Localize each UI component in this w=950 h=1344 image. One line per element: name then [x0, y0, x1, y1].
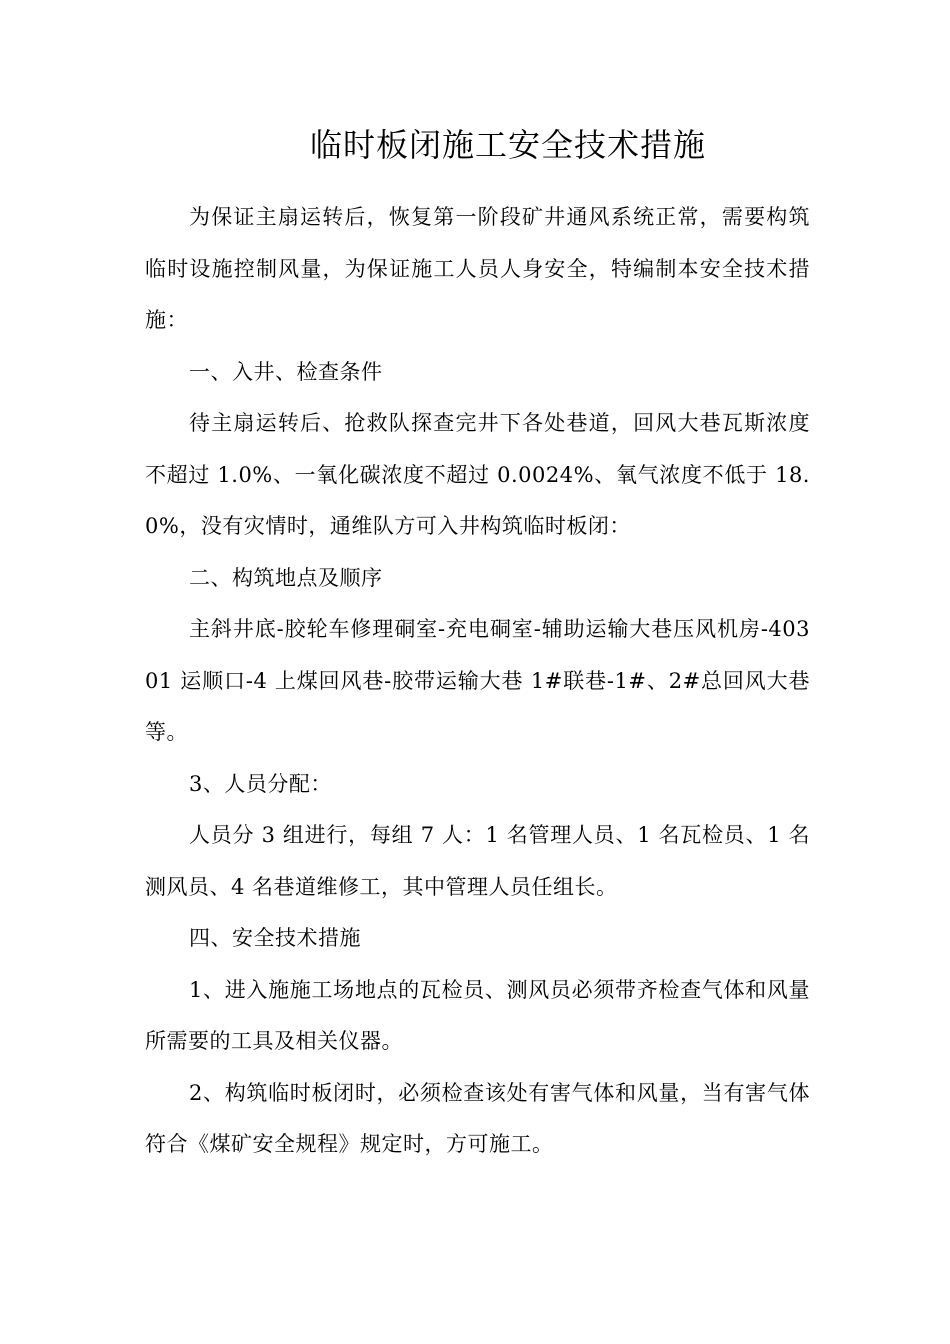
section-1-paragraph-1: 待主扇运转后、抢救队探查完井下各处巷道，回风大巷瓦斯浓度不超过 1.0%、一氧化碳浓度不超过 0.0024%、氧气浓度不低于 18.0%，没有灾情时，通维队方可入井构筑临时板闭： — [145, 411, 810, 538]
section-3-paragraph-1: 人员分 3 组进行，每组 7 人：1 名管理人员、1 名瓦检员、1 名测风员、4 名巷道维修工，其中管理人员任组长。 — [145, 823, 810, 899]
section-4-paragraph-2: 2、构筑临时板闭时，必须检查该处有害气体和风量，当有害气体符合《煤矿安全规程》规定时，方可施工。 — [145, 1080, 810, 1156]
document-body — [145, 192, 810, 1171]
document-title: 临时板闭施工安全技术措施 — [309, 126, 706, 164]
intro-paragraph: 为保证主扇运转后，恢复第一阶段矿井通风系统正常，需要构筑临时设施控制风量，为保证施工人员人身安全，特编制本安全技术措施： — [145, 205, 810, 332]
section-1-heading: 一、入井、检查条件 — [189, 359, 383, 384]
section-4-paragraph-1: 1、进入施施工场地点的瓦检员、测风员必须带齐检查气体和风量所需要的工具及相关仪器。 — [145, 977, 810, 1053]
section-3-heading: 3、人员分配： — [189, 771, 332, 796]
section-4-heading: 四、安全技术措施 — [189, 926, 361, 950]
section-2-heading: 二、构筑地点及顺序 — [189, 565, 383, 590]
section-2-paragraph-1: 主斜井底-胶轮车修理硐室-充电硐室-辅助运输大巷压风机房-40301 运顺口-4 上煤回风巷-胶带运输大巷 1#联巷-1#、2#总回风大巷等。 — [145, 617, 810, 744]
